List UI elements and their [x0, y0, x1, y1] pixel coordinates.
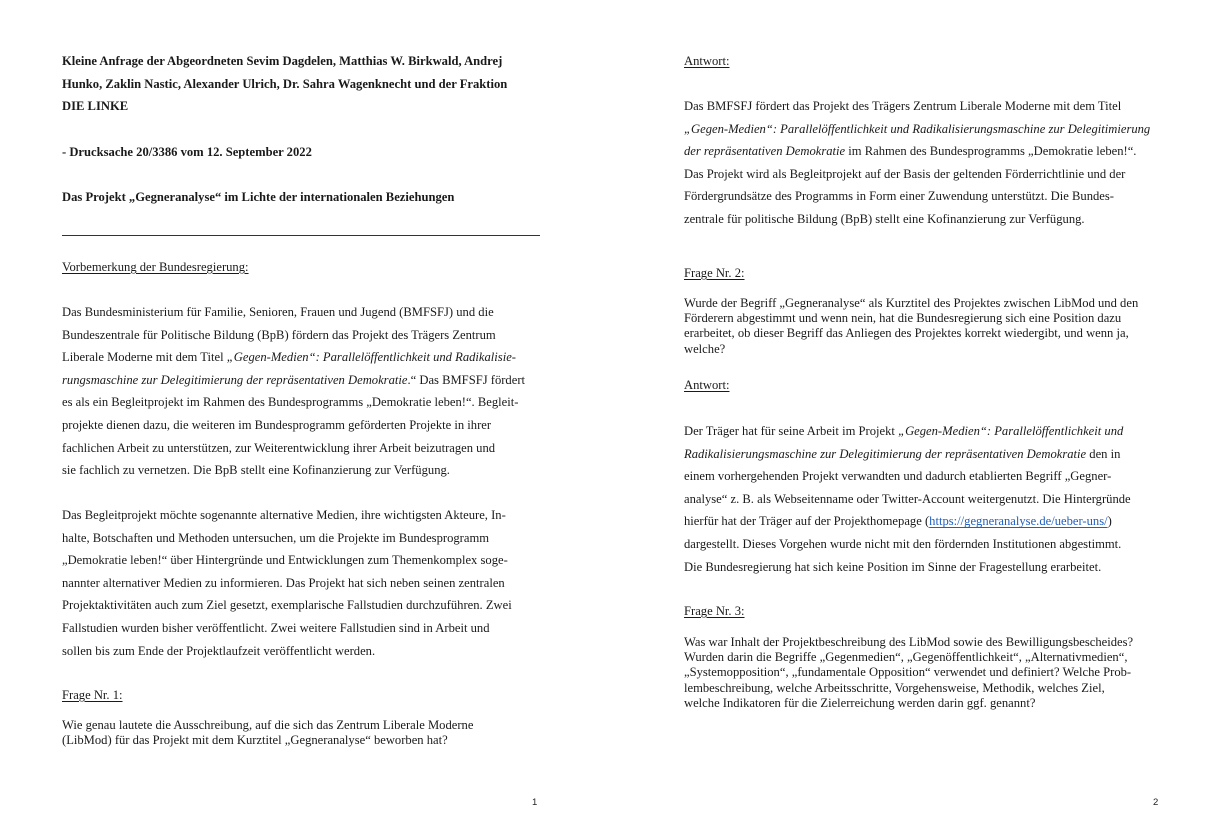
text-line: analyse“ z. B. als Webseitenname oder Twitter-Account weitergenutzt. Die Hintergründe	[684, 491, 1131, 506]
project-title-italic: „Gegen-Medien“: Parallelöffentlichkeit und	[898, 424, 1124, 438]
project-title-italic: der repräsentativen Demokratie	[684, 144, 846, 159]
frage-3-heading: Frage Nr. 3:	[684, 604, 745, 618]
text-line: „Systemopposition“, „fundamentale Opposition“ verwendet und definiert? Welche Prob-	[684, 665, 1132, 680]
text-span: den in	[1086, 446, 1121, 461]
frage-2-text	[684, 296, 1138, 357]
text-line: Projektaktivitäten auch zum Ziel gesetzt, exemplarische Fallstudien durchzuführen. Zwei	[62, 598, 512, 613]
project-title-italic: „Gegen-Medien“: Parallelöffentlichkeit und Radikalisierungsmaschine zur Delegitimierung	[684, 121, 1151, 136]
page-number: 2	[1153, 797, 1159, 808]
gegneranalyse-link[interactable]: https://gegneranalyse.de/ueber-uns/	[929, 514, 1108, 529]
text-line: erarbeitet, ob dieser Begriff das Anliegen des Projektes korrekt wiedergibt, und wenn ja,	[684, 326, 1129, 341]
text-line: Was war Inhalt der Projektbeschreibung des LibMod sowie des Bewilligungsbescheides?	[684, 635, 1134, 649]
text-line: dargestellt. Dieses Vorgehen wurde nicht mit den fördernden Institutionen abgestimmt.	[684, 536, 1122, 551]
vorbemerkung-paragraph-1	[62, 301, 525, 482]
header-line: DIE LINKE	[62, 99, 129, 114]
frage-1-heading: Frage Nr. 1:	[62, 688, 123, 702]
text-line	[62, 346, 525, 369]
inquiry-header	[62, 50, 507, 118]
vorbemerkung-paragraph-2	[62, 504, 512, 662]
drucksache-reference: - Drucksache 20/3386 vom 12. September 2022	[62, 145, 312, 159]
text-line: es als ein Begleitprojekt im Rahmen des Bundesprogramms „Demokratie leben!“. Begleit-	[62, 395, 519, 410]
text-line: welche Indikatoren für die Zielerreichung werden darin ggf. genannt?	[684, 695, 1036, 710]
text-line: Das BMFSFJ fördert das Projekt des Trägers Zentrum Liberale Moderne mit dem Titel	[684, 99, 1122, 113]
text-span: .“ Das BMFSFJ fördert	[407, 372, 526, 387]
text-span: hierfür hat der Träger auf der Projekthomepage (	[684, 514, 930, 529]
text-line	[684, 510, 1131, 533]
text-span: Liberale Moderne mit dem Titel	[62, 350, 227, 365]
text-line	[62, 369, 525, 392]
text-line: Das Projekt wird als Begleitprojekt auf der Basis der geltenden Förderrichtlinie und der	[684, 166, 1126, 181]
text-line: Bundeszentrale für Politische Bildung (BpB) fördern das Projekt des Trägers Zentrum	[62, 327, 496, 342]
text-line: Wurden darin die Begriffe „Gegenmedien“, „Gegenöffentlichkeit“, „Alternativmedien“,	[684, 650, 1128, 665]
text-line: welche?	[684, 341, 726, 356]
text-line: Fördergrundsätze des Programms in Form einer Zuwendung unterstützt. Die Bundes-	[684, 189, 1114, 204]
project-title-italic: „Gegen-Medien“: Parallelöffentlichkeit und Radikalisie-	[226, 350, 516, 365]
antwort-2-text	[684, 420, 1131, 578]
project-title-italic: Radikalisierungsmaschine zur Delegitimierung der repräsentativen Demokratie	[684, 446, 1087, 461]
text-line: Wie genau lautete die Ausschreibung, auf die sich das Zentrum Liberale Moderne	[62, 718, 474, 732]
project-title-italic: rungsmaschine zur Delegitimierung der repräsentativen Demokratie	[62, 372, 408, 387]
text-line: Fallstudien wurden bisher veröffentlicht. Zwei weitere Fallstudien sind in Arbeit und	[62, 620, 490, 635]
antwort-1-text	[684, 95, 1150, 231]
text-line: Das Bundesministerium für Familie, Senioren, Frauen und Jugend (BMFSFJ) und die	[62, 305, 494, 319]
text-line: halte, Botschaften und Methoden untersuchen, um die Projekte im Bundesprogramm	[62, 530, 490, 545]
text-span: Der Träger hat für seine Arbeit im Projekt	[684, 424, 899, 438]
text-line: nannter alternativer Medien zu informieren. Das Projekt hat sich neben seinen zentralen	[62, 575, 505, 590]
document-page-2	[607, 0, 1214, 832]
text-line: projekte dienen dazu, die weiteren im Bundesprogramm geförderten Projekte in ihrer	[62, 417, 492, 432]
text-line: fachlichen Arbeit zu unterstützen, zur Weiterentwicklung ihrer Arbeit beizutragen und	[62, 440, 496, 455]
text-line	[684, 420, 1131, 443]
page-number: 1	[532, 797, 538, 808]
text-span: )	[1107, 514, 1112, 529]
vorbemerkung-heading: Vorbemerkung der Bundesregierung:	[62, 260, 249, 274]
text-line	[684, 140, 1150, 163]
text-line: zentrale für politische Bildung (BpB) stellt eine Kofinanzierung zur Verfügung.	[684, 211, 1085, 226]
text-line: „Demokratie leben!“ über Hintergründe und Entwicklungen zum Themenkomplex soge-	[62, 553, 508, 568]
antwort-1-heading: Antwort:	[684, 54, 730, 68]
frage-2-heading: Frage Nr. 2:	[684, 266, 745, 280]
horizontal-divider	[62, 235, 540, 236]
antwort-2-heading: Antwort:	[684, 378, 730, 392]
frage-1-text	[62, 718, 473, 748]
text-line: Die Bundesregierung hat sich keine Position im Sinne der Fragestellung erarbeitet.	[684, 559, 1102, 574]
text-line: Das Begleitprojekt möchte sogenannte alternative Medien, ihre wichtigsten Akteure, In-	[62, 508, 506, 522]
text-line: (LibMod) für das Projekt mit dem Kurztitel „Gegneranalyse“ beworben hat?	[62, 733, 448, 748]
inquiry-title: Das Projekt „Gegneranalyse“ im Lichte der internationalen Beziehungen	[62, 190, 455, 204]
text-line: sie fachlich zu vernetzen. Die BpB stellt eine Kofinanzierung zur Verfügung.	[62, 463, 450, 478]
header-line: Kleine Anfrage der Abgeordneten Sevim Dagdelen, Matthias W. Birkwald, Andrej	[62, 54, 503, 68]
text-line: Förderern abgestimmt und wenn nein, hat die Bundesregierung sich eine Position dazu	[684, 311, 1122, 326]
text-line: lembeschreibung, welche Arbeitsschritte, Vorgehensweise, Methodik, welches Ziel,	[684, 680, 1105, 695]
text-line: einem vorhergehenden Projekt verwandten und dadurch etablierten Begriff „Gegner-	[684, 469, 1112, 484]
frage-3-text	[684, 635, 1133, 711]
text-line: Wurde der Begriff „Gegneranalyse“ als Kurztitel des Projektes zwischen LibMod und den	[684, 296, 1139, 310]
header-line: Hunko, Zaklin Nastic, Alexander Ulrich, Dr. Sahra Wagenknecht und der Fraktion	[62, 76, 508, 91]
text-line: sollen bis zum Ende der Projektlaufzeit veröffentlicht werden.	[62, 643, 376, 658]
text-span: im Rahmen des Bundesprogramms „Demokratie leben!“.	[845, 144, 1137, 159]
text-line	[684, 443, 1131, 466]
